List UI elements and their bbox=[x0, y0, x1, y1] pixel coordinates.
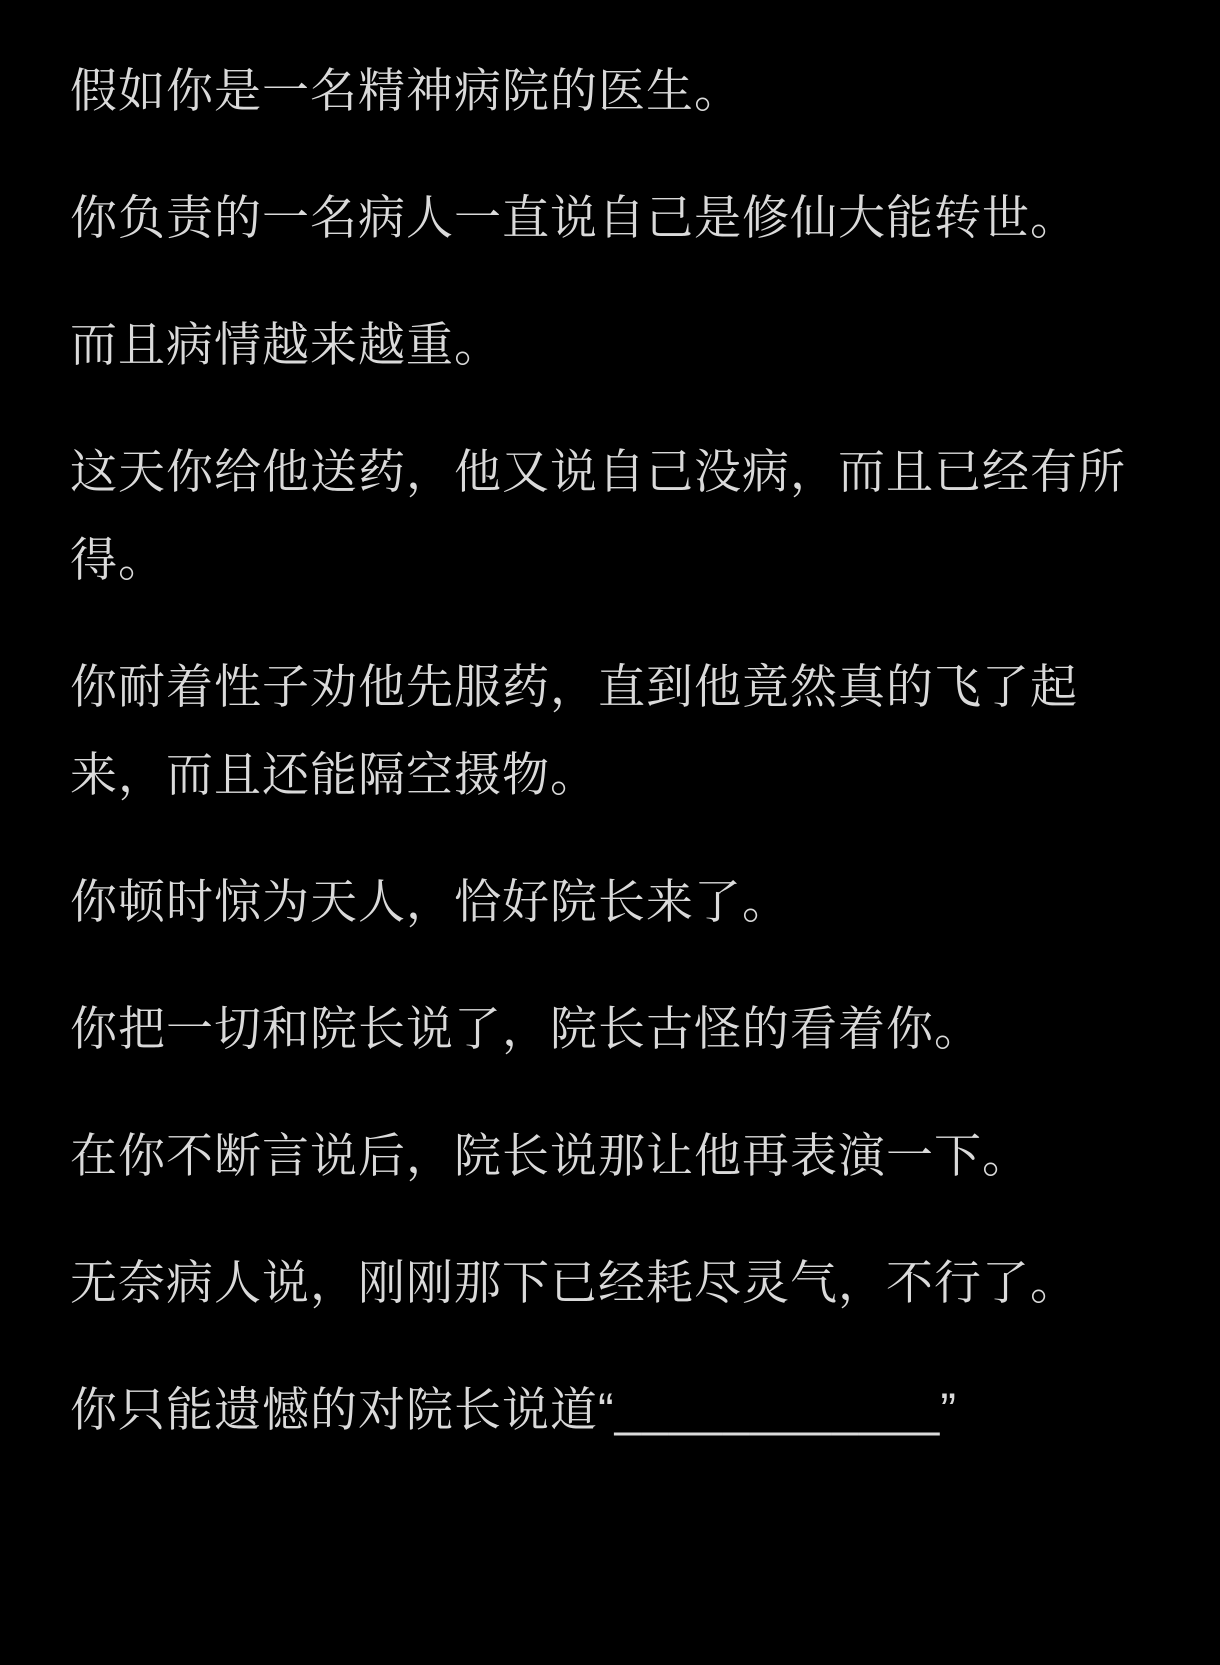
story-paragraph bbox=[70, 985, 1162, 1073]
story-paragraph bbox=[70, 1239, 1162, 1327]
story-line: 你把一切和院长说了，院长古怪的看着你。 bbox=[70, 1002, 982, 1055]
story-line: 得。 bbox=[70, 533, 166, 586]
story-line: 你耐着性子劝他先服药，直到他竟然真的飞了起 bbox=[70, 660, 1078, 713]
story-paragraph bbox=[70, 1366, 1162, 1454]
story-paragraph bbox=[70, 301, 1162, 389]
story-paragraph bbox=[70, 47, 1162, 135]
story-paragraph bbox=[70, 643, 1162, 819]
story-line: 无奈病人说，刚刚那下已经耗尽灵气，不行了。 bbox=[70, 1256, 1078, 1309]
story-paragraph bbox=[70, 428, 1162, 604]
story-paragraph bbox=[70, 858, 1162, 946]
story-line: 你负责的一名病人一直说自己是修仙大能转世。 bbox=[70, 191, 1078, 244]
story-line: 而且病情越来越重。 bbox=[70, 318, 502, 371]
story-line: 在你不断言说后，院长说那让他再表演一下。 bbox=[70, 1129, 1030, 1182]
story-line: 你顿时惊为天人，恰好院长来了。 bbox=[70, 875, 790, 928]
story-paragraph bbox=[70, 1112, 1162, 1200]
story-line: 假如你是一名精神病院的医生。 bbox=[70, 64, 742, 117]
story-line: 来，而且还能隔空摄物。 bbox=[70, 748, 598, 801]
story-line: 你只能遗憾的对院长说道“____________” bbox=[70, 1383, 957, 1436]
story-paragraph bbox=[70, 174, 1162, 262]
story-line: 这天你给他送药，他又说自己没病，而且已经有所 bbox=[70, 445, 1126, 498]
